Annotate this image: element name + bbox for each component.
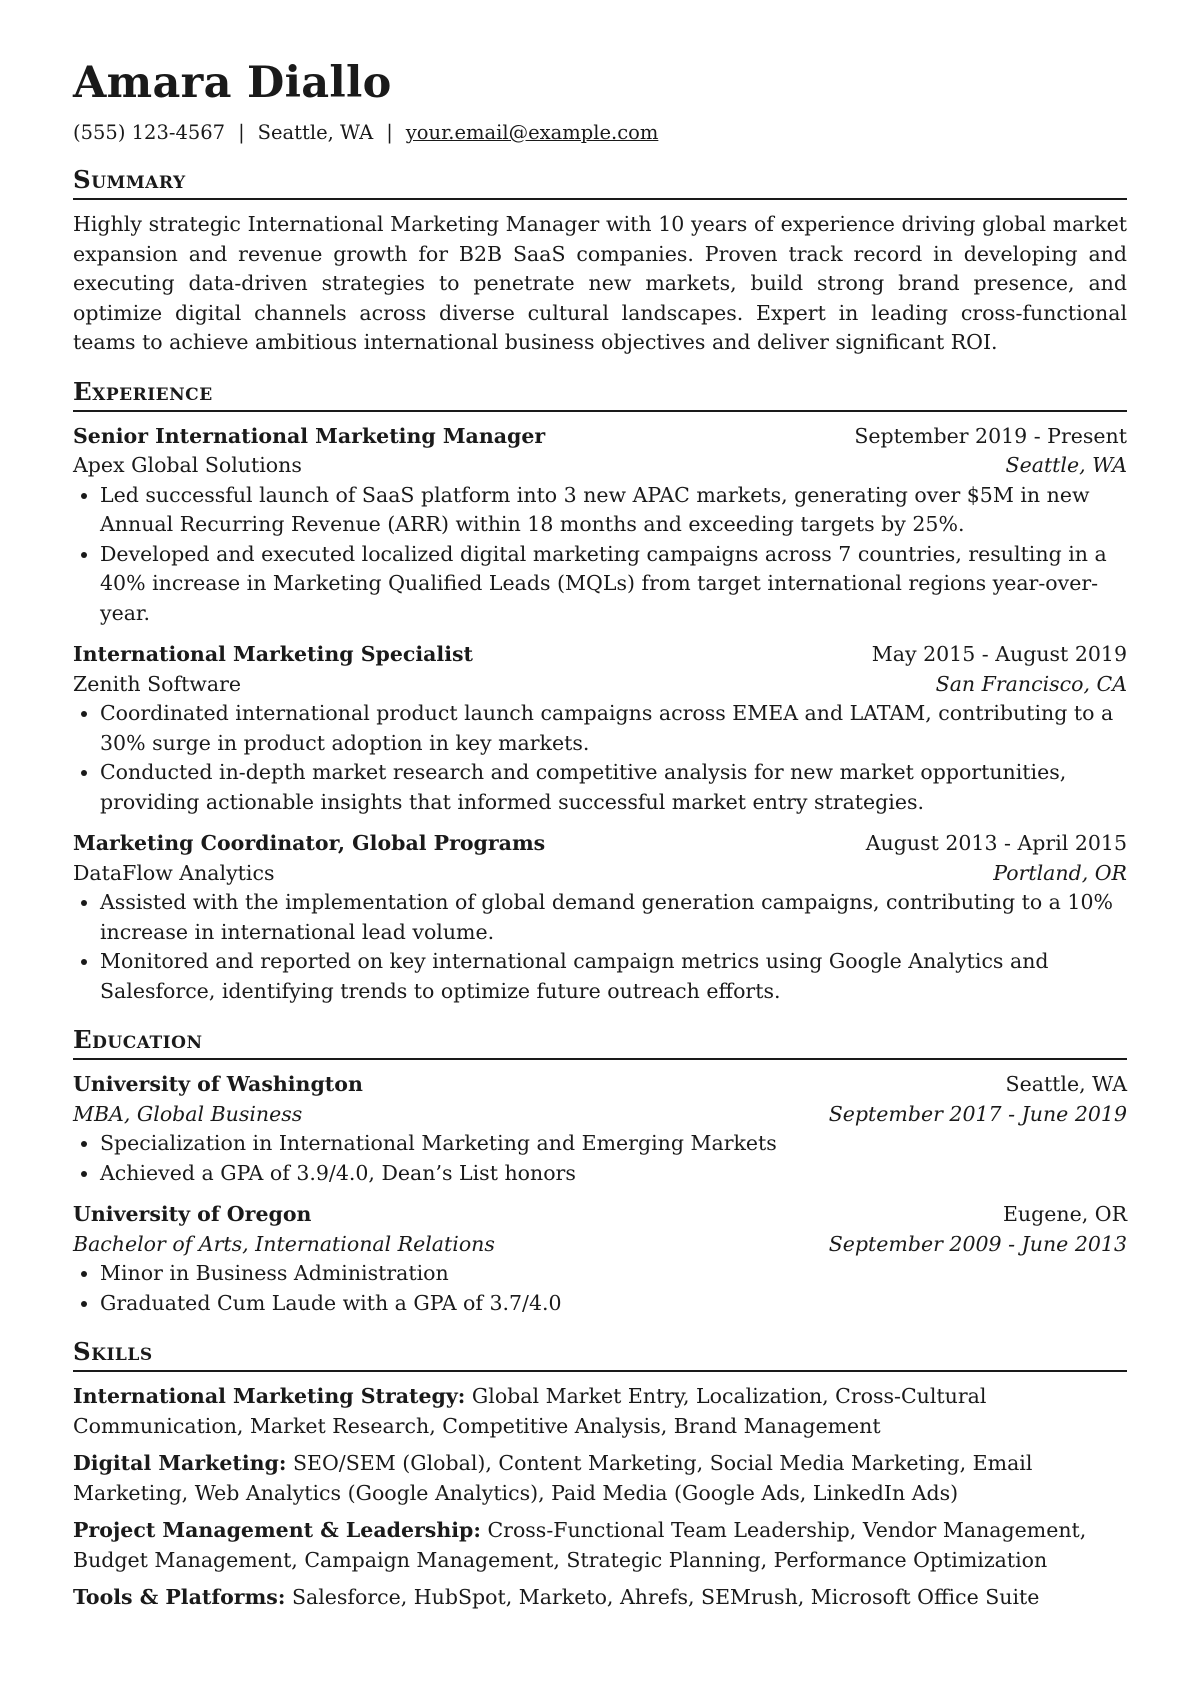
skill-value: SEO/SEM (Global), Content Marketing, Social Media Marketing, Email Marketing, Web Analytics (Google Analytics), Paid Media (Google Ads, LinkedIn Ads) — [73, 1451, 1033, 1505]
school-dates: September 2017 - June 2019 — [828, 1101, 1127, 1126]
summary-section — [73, 166, 1127, 358]
bullet-item: • Developed and executed localized digital marketing campaigns across 7 countries, resulting in a 40% increase in Marketing Qualified Leads (MQLs) from target international regions year-over-year. — [100, 540, 1127, 629]
job-bullets — [73, 481, 1127, 629]
job-dates: August 2013 - April 2015 — [865, 831, 1127, 855]
section-heading-summary: Summary — [73, 166, 1127, 200]
summary-text: Highly strategic International Marketing Manager with 10 years of experience driving global market expansion and revenue growth for B2B SaaS companies. Proven track record in developing and executing data-driven strategies to penetrate new markets, build strong brand presence, and optimize digital channels across diverse cultural landscapes. Expert in leading cross-functional teams to achieve ambitious international business objectives and deliver significant ROI. — [73, 212, 1127, 354]
school-location: Eugene, OR — [1002, 1202, 1127, 1226]
resume-page — [73, 56, 1127, 1621]
skill-value: Cross-Functional Team Leadership, Vendor Management, Budget Management, Campaign Management, Strategic Planning, Performance Optimization — [73, 1518, 1087, 1572]
job-bullets — [73, 888, 1127, 1006]
skill-value: Global Market Entry, Localization, Cross-Cultural Communication, Market Research, Competitive Analysis, Brand Management — [73, 1384, 987, 1438]
job-dates: September 2019 - Present — [854, 423, 1127, 448]
skill-group — [73, 1516, 1127, 1575]
job-entry — [73, 829, 1127, 1006]
bullet-item: • Specialization in International Marketing and Emerging Markets — [100, 1129, 1127, 1159]
contact-separator: | — [386, 121, 393, 144]
bullet-item: • Monitored and reported on key international campaign metrics using Google Analytics and Salesforce, identifying trends to optimize future outreach efforts. — [100, 947, 1127, 1006]
school-location: Seattle, WA — [1005, 1072, 1127, 1096]
job-title: Senior International Marketing Manager — [73, 423, 546, 448]
school-entry — [73, 1070, 1127, 1188]
skill-label: Digital Marketing: — [73, 1451, 287, 1475]
bullet-item: • Conducted in-depth market research and competitive analysis for new market opportunities, providing actionable insights that informed successful market entry strategies. — [100, 758, 1127, 817]
job-location: Seattle, WA — [1005, 453, 1127, 477]
section-heading-education: Education — [73, 1026, 1127, 1060]
company-name: DataFlow Analytics — [73, 860, 275, 885]
degree-name: MBA, Global Business — [73, 1101, 303, 1126]
skill-group — [73, 1583, 1127, 1613]
bullet-item: • Led successful launch of SaaS platform into 3 new APAC markets, generating over $5M in new Annual Recurring Revenue (ARR) within 18 months and exceeding targets by 25%. — [100, 481, 1127, 540]
job-title: International Marketing Specialist — [73, 642, 474, 666]
email-link[interactable]: your.email@example.com — [405, 121, 659, 144]
job-entry — [73, 422, 1127, 629]
company-name: Zenith Software — [73, 671, 242, 696]
bullet-item: • Graduated Cum Laude with a GPA of 3.7/4.0 — [100, 1289, 1127, 1319]
job-bullets — [73, 699, 1127, 817]
company-name: Apex Global Solutions — [73, 453, 302, 477]
skill-label: International Marketing Strategy: — [73, 1384, 466, 1408]
skill-label: Tools & Platforms: — [73, 1585, 286, 1609]
skill-label: Project Management & Leadership: — [73, 1518, 481, 1542]
school-entry — [73, 1200, 1127, 1318]
bullet-item: • Achieved a GPA of 3.9/4.0, Dean’s List honors — [100, 1159, 1127, 1189]
candidate-name: Amara Diallo — [73, 58, 392, 108]
school-name: University of Washington — [73, 1072, 363, 1096]
skill-group — [73, 1449, 1127, 1508]
job-location: Portland, OR — [993, 860, 1127, 885]
skill-value: Salesforce, HubSpot, Marketo, Ahrefs, SEMrush, Microsoft Office Suite — [291, 1585, 1040, 1609]
phone-number: (555) 123-4567 — [73, 121, 226, 144]
job-entry — [73, 640, 1127, 817]
experience-section — [73, 378, 1127, 1007]
school-dates: September 2009 - June 2013 — [828, 1231, 1127, 1256]
job-title: Marketing Coordinator, Global Programs — [73, 831, 546, 855]
skill-group — [73, 1382, 1127, 1441]
education-section — [73, 1026, 1127, 1318]
contact-separator: | — [238, 121, 245, 144]
section-heading-experience: Experience — [73, 378, 1127, 412]
section-heading-skills: Skills — [73, 1338, 1127, 1372]
school-bullets — [73, 1259, 1127, 1318]
job-location: San Francisco, CA — [935, 671, 1127, 696]
job-dates: May 2015 - August 2019 — [871, 642, 1127, 666]
degree-name: Bachelor of Arts, International Relations — [73, 1231, 495, 1256]
school-name: University of Oregon — [73, 1202, 312, 1226]
contact-line — [73, 120, 1127, 146]
bullet-item: • Minor in Business Administration — [100, 1259, 1127, 1289]
school-bullets — [73, 1129, 1127, 1188]
skills-section — [73, 1338, 1127, 1613]
bullet-item: • Assisted with the implementation of global demand generation campaigns, contributing to a 10% increase in international lead volume. — [100, 888, 1127, 947]
location-text: Seattle, WA — [257, 121, 374, 144]
bullet-item: • Coordinated international product launch campaigns across EMEA and LATAM, contributing to a 30% surge in product adoption in key markets. — [100, 699, 1127, 758]
